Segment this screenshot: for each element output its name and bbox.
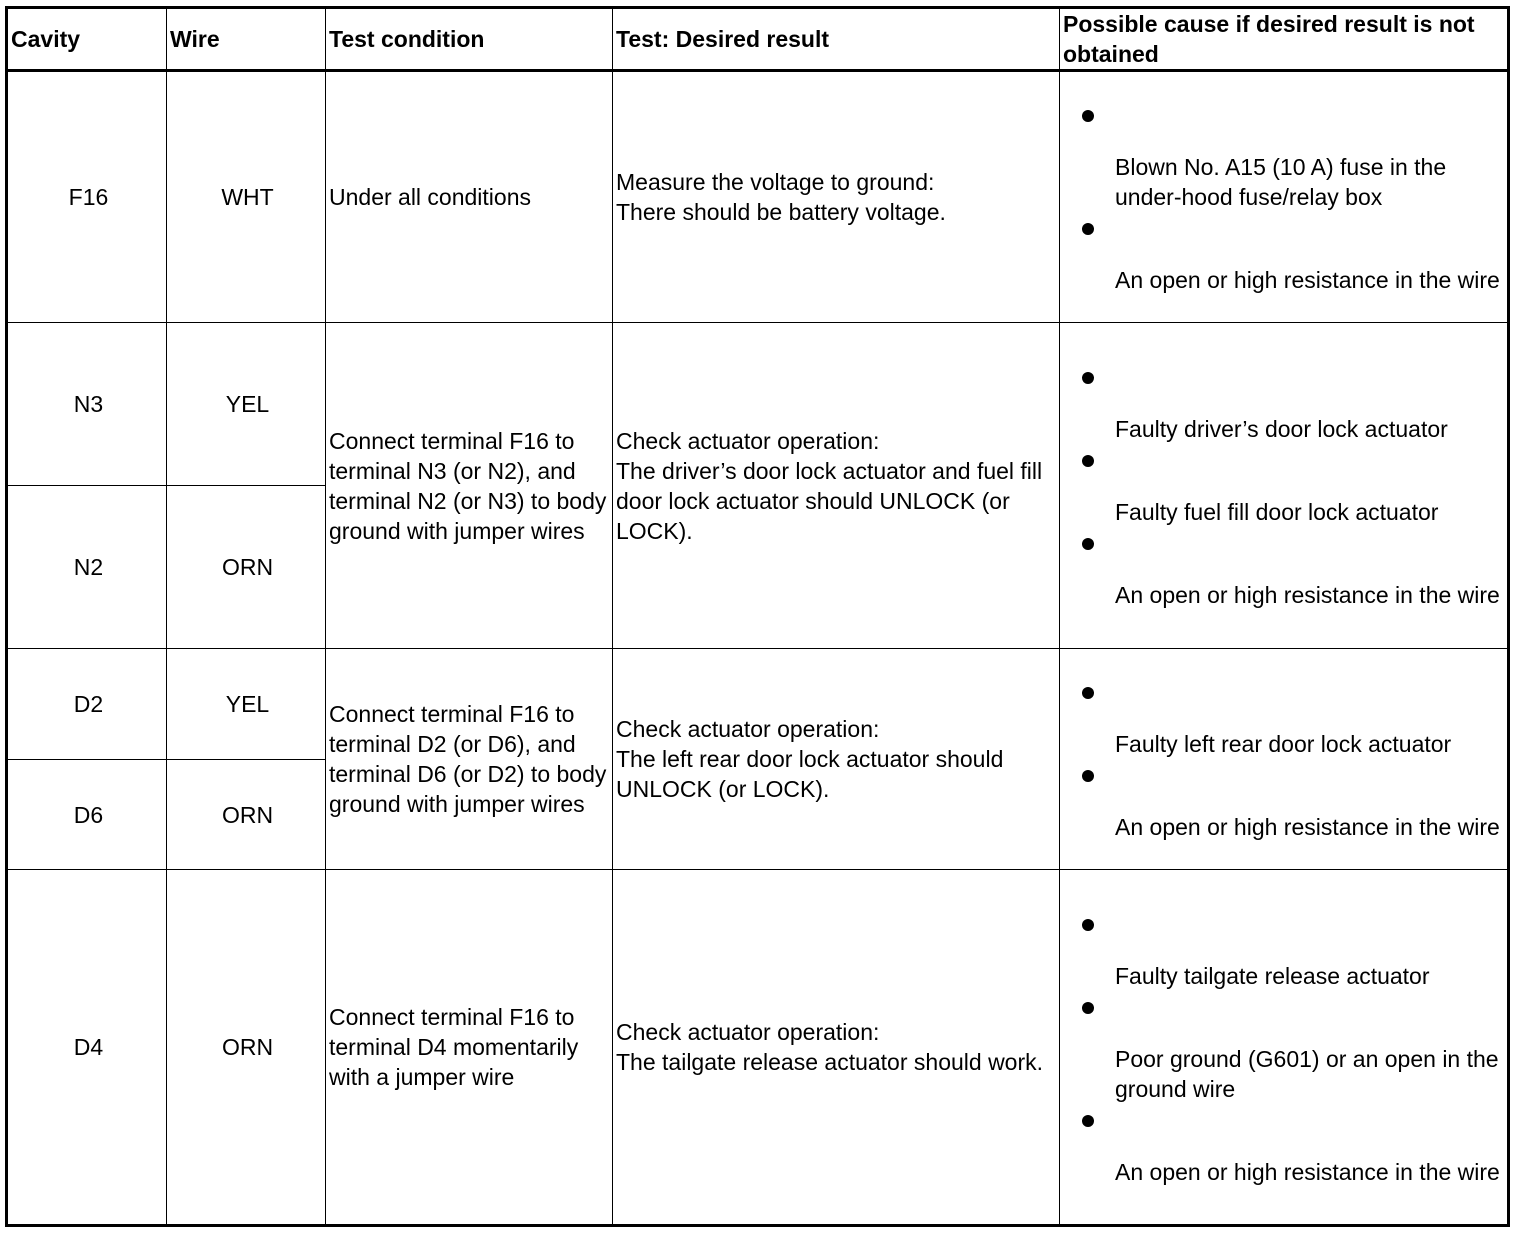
table-row	[7, 649, 1509, 760]
troubleshooting-table	[5, 6, 1510, 1227]
cause-text: Faulty left rear door lock actuator	[1115, 731, 1452, 757]
test-condition-cell: Connect terminal F16 to terminal D2 (or D6), and terminal D6 (or D2) to body ground with jumper wires	[326, 649, 613, 870]
bullet-icon	[1082, 687, 1094, 699]
bullet-icon	[1082, 919, 1094, 931]
bullet-icon	[1082, 770, 1094, 782]
cavity-cell: D2	[7, 649, 167, 760]
wire-cell: WHT	[167, 71, 326, 323]
list-item	[1063, 99, 1507, 212]
cavity-cell: N2	[7, 486, 167, 649]
desired-result-line: The left rear door lock actuator should UNLOCK (or LOCK).	[616, 746, 1004, 802]
wire-cell: ORN	[167, 870, 326, 1226]
cavity-cell: D6	[7, 760, 167, 870]
cause-text: Faulty tailgate release actuator	[1115, 962, 1430, 989]
list-item	[1063, 361, 1507, 444]
desired-result-line: The driver’s door lock actuator and fuel fill door lock actuator should UNLOCK (or LOCK).	[616, 457, 1043, 544]
wire-cell: ORN	[167, 760, 326, 870]
list-item	[1063, 676, 1507, 759]
bullet-icon	[1082, 372, 1094, 384]
cause-list	[1063, 99, 1507, 295]
header-row	[7, 8, 1509, 71]
bullet-icon	[1082, 110, 1094, 122]
list-item	[1063, 444, 1507, 527]
desired-result-line: Measure the voltage to ground:	[616, 169, 935, 195]
desired-result-line: There should be battery voltage.	[616, 199, 946, 225]
list-item	[1063, 991, 1507, 1104]
wire-cell: YEL	[167, 649, 326, 760]
desired-result-cell	[613, 71, 1060, 323]
cause-text: An open or high resistance in the wire	[1115, 1158, 1500, 1185]
cause-text: Faulty fuel fill door lock actuator	[1115, 499, 1439, 525]
possible-cause-cell	[1060, 323, 1509, 649]
desired-result-cell	[613, 323, 1060, 649]
desired-result-line: The tailgate release actuator should work.	[616, 1049, 1044, 1075]
desired-result-line: Check actuator operation:	[616, 716, 880, 742]
possible-cause-cell	[1060, 71, 1509, 323]
cause-text: Poor ground (G601) or an open in the ground wire	[1115, 1045, 1499, 1102]
cause-text: An open or high resistance in the wire	[1115, 267, 1500, 293]
table-row	[7, 323, 1509, 486]
header-test-condition: Test condition	[326, 8, 613, 71]
wire-cell: YEL	[167, 323, 326, 486]
desired-result-cell	[613, 870, 1060, 1226]
cause-list	[1063, 361, 1507, 610]
bullet-icon	[1082, 538, 1094, 550]
test-condition-cell: Connect terminal F16 to terminal N3 (or N2), and terminal N2 (or N3) to body ground with jumper wires	[326, 323, 613, 649]
cavity-cell: F16	[7, 71, 167, 323]
possible-cause-cell	[1060, 649, 1509, 870]
header-desired-result: Test: Desired result	[613, 8, 1060, 71]
list-item	[1063, 212, 1507, 295]
cause-text: An open or high resistance in the wire	[1115, 814, 1500, 840]
cavity-cell: D4	[7, 870, 167, 1226]
header-possible-cause: Possible cause if desired result is not obtained	[1060, 8, 1509, 71]
bullet-icon	[1082, 223, 1094, 235]
list-item	[1063, 1104, 1507, 1187]
header-cavity: Cavity	[7, 8, 167, 71]
table-row	[7, 71, 1509, 323]
cavity-cell: N3	[7, 323, 167, 486]
table-row	[7, 870, 1509, 1226]
cause-text: Blown No. A15 (10 A) fuse in the under-hood fuse/relay box	[1115, 154, 1447, 210]
wire-cell: ORN	[167, 486, 326, 649]
desired-result-line: Check actuator operation:	[616, 427, 880, 454]
header-wire: Wire	[167, 8, 326, 71]
bullet-icon	[1082, 455, 1094, 467]
list-item	[1063, 908, 1507, 991]
cause-text: An open or high resistance in the wire	[1115, 582, 1500, 608]
bullet-icon	[1082, 1002, 1094, 1014]
desired-result-line: Check actuator operation:	[616, 1019, 880, 1045]
test-condition-cell: Under all conditions	[326, 71, 613, 323]
desired-result-cell	[613, 649, 1060, 870]
list-item	[1063, 759, 1507, 842]
cause-list	[1063, 908, 1507, 1187]
test-condition-cell: Connect terminal F16 to terminal D4 momentarily with a jumper wire	[326, 870, 613, 1226]
possible-cause-cell	[1060, 870, 1509, 1226]
list-item	[1063, 527, 1507, 610]
cause-text: Faulty driver’s door lock actuator	[1115, 416, 1448, 442]
cause-list	[1063, 676, 1507, 842]
bullet-icon	[1082, 1115, 1094, 1127]
